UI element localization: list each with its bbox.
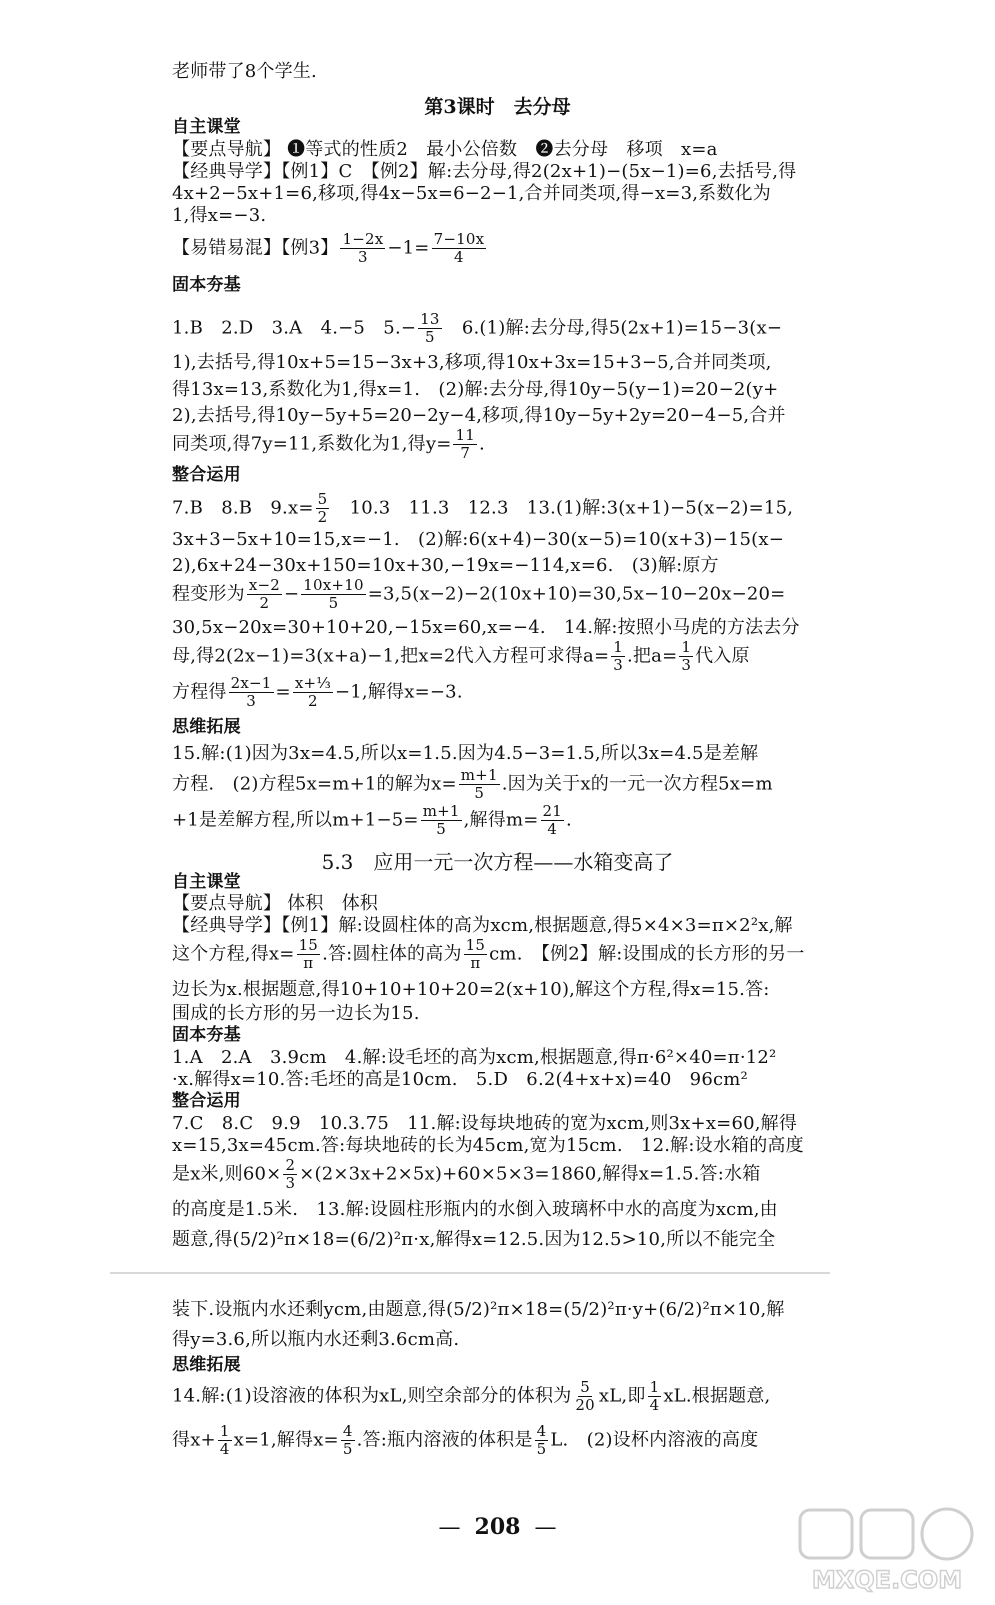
text-line: 【要点导航】 体积 体积 bbox=[172, 893, 379, 914]
fraction: $\frac{10x+10}{5}$ bbox=[303, 576, 364, 612]
heading-gubenhangji: 固本夯基 bbox=[172, 275, 241, 295]
text-line: 4x+2−5x+1=6,移项,得4x−5x=6−2−1,合并同类项,得−x=3,系数化为 bbox=[172, 183, 771, 204]
text-line: 【经典导学】【例1】解:设圆柱体的高为xcm,根据题意,得5×4×3=π×2²x,解 bbox=[172, 915, 793, 936]
text-line: 得x+ $\frac{1}{4}$ x=1,解得x= $\frac{4}{5}$ .答:瓶内溶液的体积是 $\frac{4}{5}$ L. (2)设杯内溶液的高度 bbox=[172, 1422, 759, 1458]
fraction: $\frac{13}{5}$ bbox=[420, 310, 440, 346]
text-line: 【易错易混】【例3】 $\frac{1-2x}{3}$ −1= $\frac{7-10x}{4}$ bbox=[172, 230, 485, 266]
text-line: x=15,3x=45cm.答:每块地砖的长为45cm,宽为15cm. 12.解:设水箱的高度 bbox=[172, 1135, 804, 1156]
fraction: $\frac{4}{5}$ bbox=[342, 1422, 353, 1458]
fraction: $\frac{1}{3}$ bbox=[681, 638, 692, 674]
text-line: 1),去括号,得10x+5=15−3x+3,移项,得10x+3x=15+3−5,合并同类项, bbox=[172, 352, 772, 373]
fraction: $\frac{m+1}{5}$ bbox=[422, 802, 460, 838]
fraction: $\frac{1}{4}$ bbox=[649, 1378, 660, 1414]
text-line: 1.B 2.D 3.A 4.−5 5.− $\frac{13}{5}$ 6.(1)解:去分母,得5(2x+1)=15−3(x− bbox=[172, 310, 783, 346]
fraction: $\frac{1-2x}{3}$ bbox=[342, 230, 384, 266]
text-line: 30,5x−20x=30+10+20,−15x=60,x=−4. 14.解:按照小马虎的方法去分 bbox=[172, 617, 800, 638]
text-line: 得13x=13,系数化为1,得x=1. (2)解:去分母,得10y−5(y−1)=20−2(y+ bbox=[172, 379, 779, 400]
watermark-logo bbox=[795, 1500, 985, 1600]
heading-zhenghe: 整合运用 bbox=[172, 1091, 241, 1111]
text-line: 装下.设瓶内水还剩ycm,由题意,得(5/2)²π×18=(5/2)²π·y+(6/2)²π×10,解 bbox=[172, 1299, 785, 1320]
fraction: $\frac{5}{20}$ bbox=[575, 1378, 595, 1414]
section-title-lesson3: 第3课时 去分母 bbox=[424, 96, 571, 118]
heading-siwei: 思维拓展 bbox=[172, 1355, 241, 1375]
text-line: ·x.解得x=10.答:毛坯的高是10cm. 5.D 6.2(4+x+x)=40 96cm² bbox=[172, 1069, 748, 1090]
watermark-icon bbox=[795, 1500, 985, 1600]
scan-smudge bbox=[110, 1272, 830, 1274]
heading-gubenhangji: 固本夯基 bbox=[172, 1025, 241, 1045]
text-line: 方程. (2)方程5x=m+1的解为x= $\frac{m+1}{5}$ .因为关于x的一元一次方程5x=m bbox=[172, 766, 773, 802]
text-line: 是x米,则60× $\frac{2}{3}$ ×(2×3x+2×5x)+60×5×3=1860,解得x=1.5.答:水箱 bbox=[172, 1156, 761, 1192]
svg-text:MXQE.COM: MXQE.COM bbox=[811, 1566, 963, 1594]
heading-zizhu: 自主课堂 bbox=[172, 117, 241, 137]
text-line: 同类项,得7y=11,系数化为1,得y= $\frac{11}{7}$ . bbox=[172, 426, 485, 462]
dash: — bbox=[534, 1515, 557, 1540]
text-line: 这个方程,得x= $\frac{15}{\pi}$ .答:圆柱体的高为 $\frac{15}{\pi}$ cm. 【例2】解:设围成的长方形的另一 bbox=[172, 936, 805, 972]
fraction: $\frac{15}{\pi}$ bbox=[298, 936, 319, 972]
text-line: 2),去括号,得10y−5y+5=20−2y−4,移项,得10y−5y+2y=20−4−5,合并 bbox=[172, 405, 786, 426]
fraction: $\frac{2}{3}$ bbox=[285, 1156, 296, 1192]
heading-zhenghe: 整合运用 bbox=[172, 465, 241, 485]
fraction: $\frac{\text{x+⅓}}{2}$ bbox=[294, 674, 331, 710]
page-number: — 208 — bbox=[438, 1514, 557, 1540]
fraction: $\frac{15}{\pi}$ bbox=[465, 936, 486, 972]
heading-siwei: 思维拓展 bbox=[172, 717, 241, 737]
text-line: 题意,得(5/2)²π×18=(6/2)²π·x,解得x=12.5.因为12.5>10,所以不能完全 bbox=[172, 1229, 776, 1250]
section-title-5-3: 5.3 应用一元一次方程——水箱变高了 bbox=[321, 850, 674, 874]
fraction: $\frac{m+1}{5}$ bbox=[460, 766, 498, 802]
text-line: 程变形为 $\frac{x-2}{2}$ − $\frac{10x+10}{5}$ =3,5(x−2)−2(10x+10)=30,5x−10−20x−20= bbox=[172, 576, 786, 612]
text-line: 老师带了8个学生. bbox=[172, 61, 317, 82]
text-line: 1,得x=−3. bbox=[172, 205, 267, 226]
fraction: $\frac{1}{3}$ bbox=[613, 638, 624, 674]
text-line: 方程得 $\frac{2x-1}{3}$ = $\frac{\text{x+⅓}}{2}$ −1,解得x=−3. bbox=[172, 674, 463, 710]
text-line: 得y=3.6,所以瓶内水还剩3.6cm高. bbox=[172, 1329, 460, 1350]
text-line: 7.C 8.C 9.9 10.3.75 11.解:设每块地砖的宽为xcm,则3x+x=60,解得 bbox=[172, 1113, 798, 1134]
text-line: 2),6x+24−30x+150=10x+30,−19x=−114,x=6. (3)解:原方 bbox=[172, 555, 719, 576]
fraction: $\frac{2x-1}{3}$ bbox=[230, 674, 272, 710]
heading-zizhu: 自主课堂 bbox=[172, 872, 241, 892]
dash: — bbox=[438, 1515, 461, 1540]
text-line: 母,得2(2x−1)=3(x+a)−1,把x=2代入方程可求得a= $\frac{1}{3}$ .把a= $\frac{1}{3}$ 代入原 bbox=[172, 638, 750, 674]
text-line: 7.B 8.B 9.x= $\frac{5}{2}$ 10.3 11.3 12.3 13.(1)解:3(x+1)−5(x−2)=15, bbox=[172, 490, 794, 526]
text-line: 边长为x.根据题意,得10+10+10+20=2(x+10),解这个方程,得x=15.答: bbox=[172, 979, 770, 1000]
text-line: 【要点导航】 ❶等式的性质2 最小公倍数 ❷去分母 移项 x=a bbox=[172, 139, 718, 160]
fraction: $\frac{5}{2}$ bbox=[317, 490, 328, 526]
text-line: +1是差解方程,所以m+1−5= $\frac{m+1}{5}$ ,解得m= $\frac{21}{4}$ . bbox=[172, 802, 572, 838]
text-line: 的高度是1.5米. 13.解:设圆柱形瓶内的水倒入玻璃杯中水的高度为xcm,由 bbox=[172, 1199, 778, 1220]
fraction: $\frac{21}{4}$ bbox=[542, 802, 562, 838]
fraction: $\frac{7-10x}{4}$ bbox=[433, 230, 485, 266]
text-line: 14.解:(1)设溶液的体积为xL,则空余部分的体积为 $\frac{5}{20}$ xL,即 $\frac{1}{4}$ xL.根据题意, bbox=[172, 1378, 771, 1414]
label: 【易错易混】【例3】 bbox=[172, 237, 339, 259]
text-line: 【经典导学】【例1】C 【例2】解:去分母,得2(2x+1)−(5x−1)=6,去括号,得 bbox=[172, 161, 797, 182]
text-line: 1.A 2.A 3.9cm 4.解:设毛坯的高为xcm,根据题意,得π·6²×40=π·12² bbox=[172, 1047, 777, 1068]
text-line: 3x+3−5x+10=15,x=−1. (2)解:6(x+4)−30(x−5)=10(x+3)−15(x− bbox=[172, 529, 785, 550]
fraction: $\frac{4}{5}$ bbox=[536, 1422, 547, 1458]
fraction: $\frac{1}{4}$ bbox=[219, 1422, 230, 1458]
fraction: $\frac{x-2}{2}$ bbox=[248, 576, 280, 612]
text-line: 15.解:(1)因为3x=4.5,所以x=1.5.因为4.5−3=1.5,所以3x=4.5是差解 bbox=[172, 743, 759, 764]
fraction: $\frac{11}{7}$ bbox=[455, 426, 475, 462]
text-line: 围成的长方形的另一边长为15. bbox=[172, 1003, 420, 1024]
